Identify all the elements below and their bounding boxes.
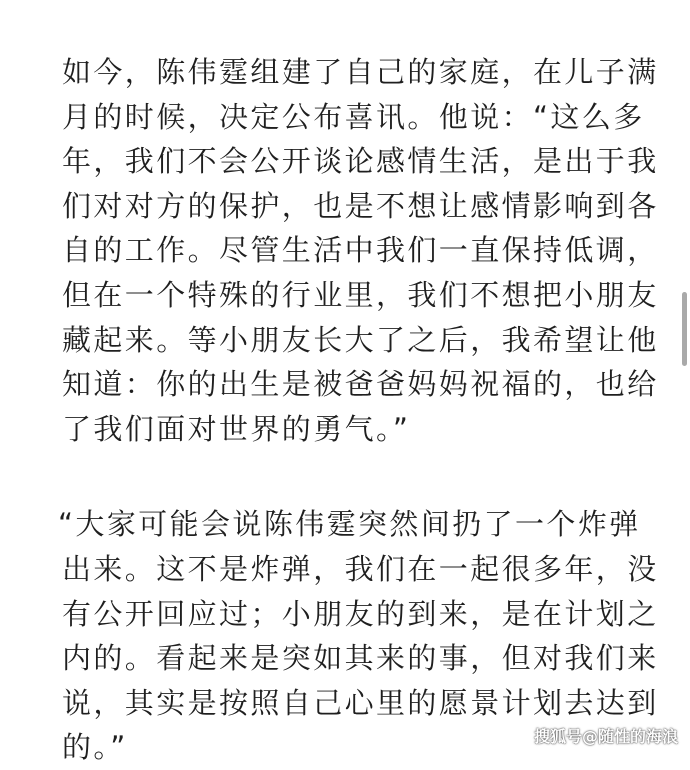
text-line: “大家可能会说陈伟霆突然间扔了一个炸弹	[58, 507, 641, 542]
text-line: 了我们面对世界的勇气。”	[62, 411, 411, 446]
watermark-text: 搜狐号@随性的海浪	[533, 727, 678, 746]
text-line: 内的。看起来是突如其来的事，但对我们来	[62, 641, 659, 676]
text-line: 自的工作。尽管生活中我们一直保持低调，	[62, 233, 659, 268]
article-body	[58, 50, 659, 770]
text-line: 的。”	[62, 730, 128, 765]
text-line: 有公开回应过；小朋友的到来，是在计划之	[62, 596, 659, 631]
text-line: 出来。这不是炸弹，我们在一起很多年，没	[62, 551, 659, 586]
vertical-scrollbar-thumb[interactable]	[682, 292, 687, 366]
text-line: 知道：你的出生是被爸爸妈妈祝福的，也给	[62, 367, 659, 402]
text-line: 年，我们不会公开谈论感情生活，是出于我	[62, 144, 659, 179]
text-line: 藏起来。等小朋友长大了之后，我希望让他	[62, 322, 659, 357]
text-line: 如今，陈伟霆组建了自己的家庭，在儿子满	[62, 55, 659, 89]
paragraph-spacer	[62, 451, 642, 502]
text-line: 月的时候，决定公布喜讯。他说：“这么多	[62, 99, 645, 134]
source-watermark	[534, 724, 678, 747]
paragraph-1	[62, 50, 659, 451]
text-line: 但在一个特殊的行业里，我们不想把小朋友	[62, 277, 659, 312]
text-line: 说，其实是按照自己心里的愿景计划去达到	[62, 685, 659, 720]
text-line: 们对对方的保护，也是不想让感情影响到各	[62, 188, 659, 223]
